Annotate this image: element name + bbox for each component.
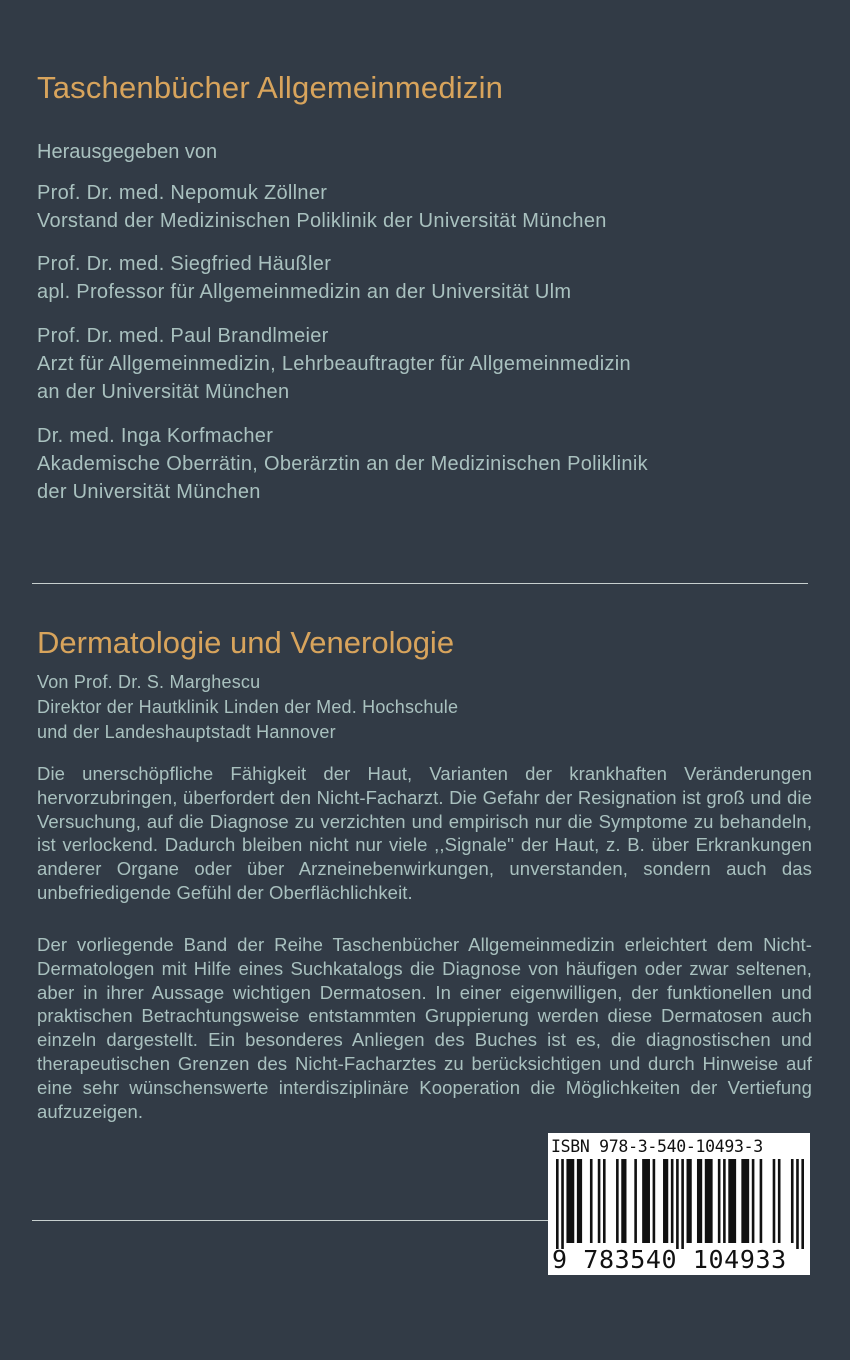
barcode-bar bbox=[590, 1159, 593, 1243]
barcode-bar bbox=[687, 1159, 692, 1243]
barcode-bar bbox=[705, 1159, 713, 1243]
editors-label: Herausgegeben von bbox=[37, 141, 218, 163]
bottom-divider bbox=[32, 1220, 548, 1221]
book-title: Dermatologie und Venerologie bbox=[37, 625, 455, 660]
editor-affiliation: Akademische Oberrätin, Oberärztin an der Medizinischen Poliklinik bbox=[37, 453, 648, 475]
editor-affiliation: apl. Professor für Allgemeinmedizin an der Universität Ulm bbox=[37, 281, 572, 303]
isbn-barcode bbox=[548, 1133, 810, 1275]
barcode-bar bbox=[598, 1159, 601, 1243]
barcode-bar bbox=[728, 1159, 736, 1243]
barcode-bar bbox=[556, 1159, 559, 1249]
editor-entry bbox=[37, 422, 648, 506]
editor-affiliation: der Universität München bbox=[37, 481, 261, 503]
barcode-bar bbox=[752, 1159, 755, 1243]
barcode-bar bbox=[642, 1159, 650, 1243]
barcode-bar bbox=[671, 1159, 674, 1243]
barcode-bar bbox=[653, 1159, 656, 1243]
editor-affiliation: Vorstand der Medizinischen Poliklinik der Universität München bbox=[37, 210, 607, 232]
editor-name: Prof. Dr. med. Nepomuk Zöllner bbox=[37, 182, 328, 204]
barcode-bar bbox=[741, 1159, 749, 1243]
barcode-bar bbox=[723, 1159, 726, 1243]
barcode-bar bbox=[577, 1159, 582, 1243]
barcode-bar bbox=[697, 1159, 702, 1243]
editor-name: Dr. med. Inga Korfmacher bbox=[37, 425, 274, 447]
isbn-label: ISBN 978-3-540-10493-3 bbox=[551, 1137, 763, 1156]
barcode-bar bbox=[603, 1159, 606, 1243]
barcode-bar bbox=[681, 1159, 684, 1249]
barcode-bar bbox=[778, 1159, 781, 1243]
author-line: Direktor der Hautklinik Linden der Med. Hochschule bbox=[37, 697, 459, 717]
barcode-bar bbox=[773, 1159, 776, 1243]
editor-affiliation: Arzt für Allgemeinmedizin, Lehrbeauftragter für Allgemeinmedizin bbox=[37, 353, 631, 375]
barcode-bar bbox=[676, 1159, 679, 1249]
barcode-bar bbox=[791, 1159, 794, 1243]
barcode-bar bbox=[718, 1159, 721, 1243]
barcode-bar bbox=[561, 1159, 564, 1249]
editor-name: Prof. Dr. med. Siegfried Häußler bbox=[37, 253, 332, 275]
barcode-bars bbox=[556, 1159, 804, 1249]
author-line: und der Landeshauptstadt Hannover bbox=[37, 722, 336, 742]
editor-entry bbox=[37, 250, 571, 306]
barcode-bar bbox=[566, 1159, 574, 1243]
barcode-bar bbox=[801, 1159, 804, 1249]
author-line: Von Prof. Dr. S. Marghescu bbox=[37, 672, 261, 692]
section-divider bbox=[32, 583, 808, 584]
author-block bbox=[37, 670, 458, 745]
barcode-bar bbox=[621, 1159, 626, 1243]
barcode-bar bbox=[663, 1159, 668, 1243]
ean-digits: 9 783540 104933 bbox=[552, 1245, 787, 1274]
blurb-paragraph: Die unerschöpfliche Fähigkeit der Haut, Varianten der krankhaften Veränderungen hervorzubringen, überfordert den Nicht-Facharzt. Die Gefahr der Resignation ist groß und die Versuchung, auf die Diagnose zu verzichten und empirisch nur die Symptome zu behandeln, ist verlockend. Dadurch bleiben nicht nur viele ,,Signale'' der Haut, z. B. über Erkrankungen anderer Organe oder über Arzneinebenwirkungen, unverstanden, sondern auch das unbefriedigende Gefühl der Oberflächlichkeit. bbox=[37, 763, 812, 903]
barcode-bar bbox=[760, 1159, 763, 1243]
editor-affiliation: an der Universität München bbox=[37, 381, 290, 403]
editor-name: Prof. Dr. med. Paul Brandlmeier bbox=[37, 325, 329, 347]
barcode-bar bbox=[796, 1159, 799, 1249]
blurb-paragraph: Der vorliegende Band der Reihe Taschenbücher Allgemeinmedizin erleichtert dem Nicht-Dermatologen mit Hilfe eines Suchkatalogs die Diagnose von häufigen oder zwar seltenen, aber in ihrer Aussage wichtigen Dermatosen. In einer eigenwilligen, der funktionellen und praktischen Betrachtungsweise entstammten Gruppierung werden diese Dermatosen auch einzeln dargestellt. Ein besonderes Anliegen des Buches ist es, die diagnostischen und therapeutischen Grenzen des Nicht-Facharztes zu berücksichtigen und durch Hinweise auf eine sehr wünschenswerte interdisziplinäre Kooperation die Möglichkeiten der Vertiefung aufzuzeigen. bbox=[37, 934, 812, 1122]
editor-entry bbox=[37, 179, 607, 235]
series-title: Taschenbücher Allgemeinmedizin bbox=[37, 70, 504, 105]
barcode-bar bbox=[634, 1159, 637, 1243]
barcode-bar bbox=[616, 1159, 619, 1243]
editor-entry bbox=[37, 322, 631, 406]
